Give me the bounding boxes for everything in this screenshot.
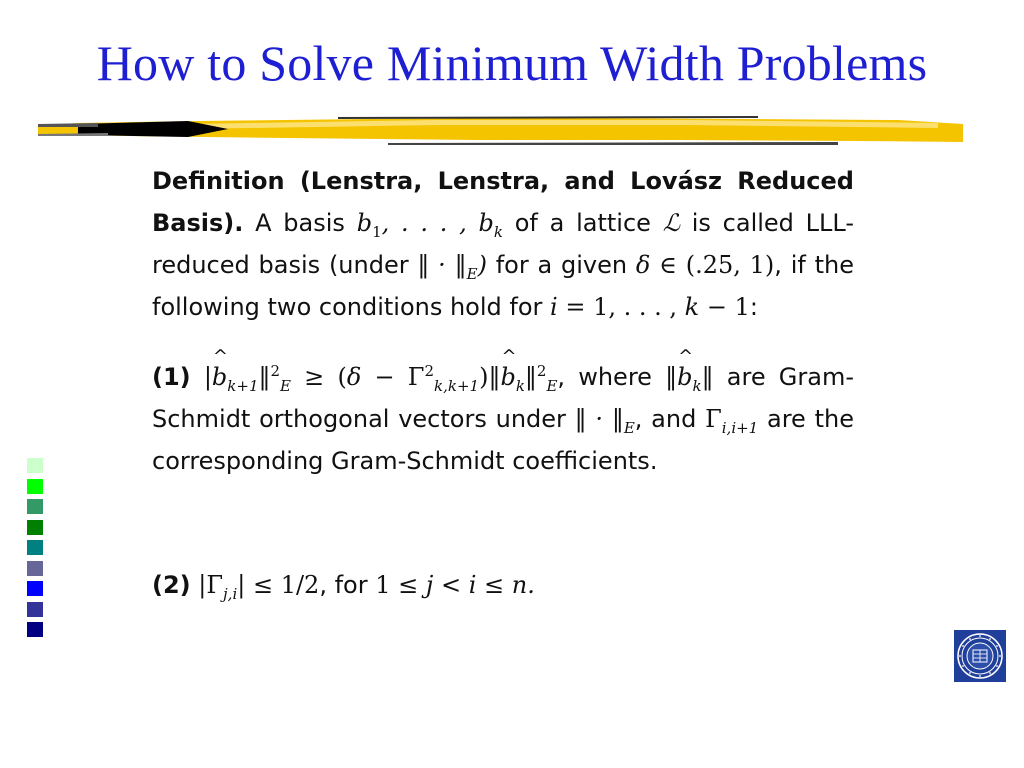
basis-vectors: $b_1$, . . . , $b_k$ <box>356 209 503 241</box>
gram-schmidt-coefficient: $\Gamma_{i,i+1}$ <box>705 405 759 437</box>
condition-1-paragraph: (1) |^ $b_{k+1}‖^2_E \ge (\delta$ − $\Gamma^2_{k,k+1})‖\^{}$ $b_k‖^2_E$, where ‖^ $b_k‖$ are Gram-Schmidt orthogonal vectors under ‖ · $‖_E$, and $\Gamma_{i,i+1}$ are the corresponding Gram-Schmidt coefficients. <box>152 356 854 482</box>
color-square-9 <box>27 622 43 637</box>
color-square-8 <box>27 602 43 617</box>
university-seal-icon <box>954 630 1006 682</box>
slide-title: How to Solve Minimum Width Problems <box>96 35 928 91</box>
condition-2-paragraph: (2) $|\Gamma_{j,i}| \le 1/2$, for 1 ≤ j < i ≤ n. <box>152 571 535 603</box>
title-underline-brush <box>38 112 968 152</box>
norm-symbol-2: ‖ · $‖_E$ <box>574 405 635 437</box>
definition-heading: Definition (Lenstra, Lenstra, and Lovász Reduced Basis). <box>152 167 854 237</box>
condition-1-label: (1) <box>152 363 191 391</box>
condition-2-range: 1 ≤ j < i ≤ n. <box>375 571 535 599</box>
condition-2-formula: $|\Gamma_{j,i}| \le 1/2$ <box>198 571 320 603</box>
color-square-5 <box>27 540 43 555</box>
delta-range: δ ∈ (.25, 1) <box>635 251 775 279</box>
index-range: i = 1, . . . , k − 1 <box>550 293 750 321</box>
color-square-4 <box>27 520 43 535</box>
content-block <box>152 160 854 606</box>
condition-2-label: (2) <box>152 571 191 599</box>
color-square-3 <box>27 499 43 514</box>
color-square-2 <box>27 479 43 494</box>
gram-schmidt-vectors: ‖^ $b_k‖$ <box>665 363 713 391</box>
color-square-column <box>27 458 43 643</box>
norm-symbol: ‖ · $‖_E$) <box>417 251 487 283</box>
definition-paragraph: Definition (Lenstra, Lenstra, and Lovász Reduced Basis). A basis $b_1$, . . . , $b_k$ of a lattice ℒ is called LLL-reduced basis (under ‖ · $‖_E$) for a given δ ∈ (.25, 1), if the following two conditions hold for i = 1, . . . , k − 1: <box>152 167 855 321</box>
lattice-symbol: ℒ <box>662 209 680 237</box>
color-square-7 <box>27 581 43 596</box>
color-square-6 <box>27 561 43 576</box>
condition-1-formula: |^ $b_{k+1}‖^2_E \ge (\delta$ − $\Gamma^2_{k,k+1})‖\^{}$ $b_k‖^2_E$ <box>204 363 558 391</box>
color-square-1 <box>27 458 43 473</box>
